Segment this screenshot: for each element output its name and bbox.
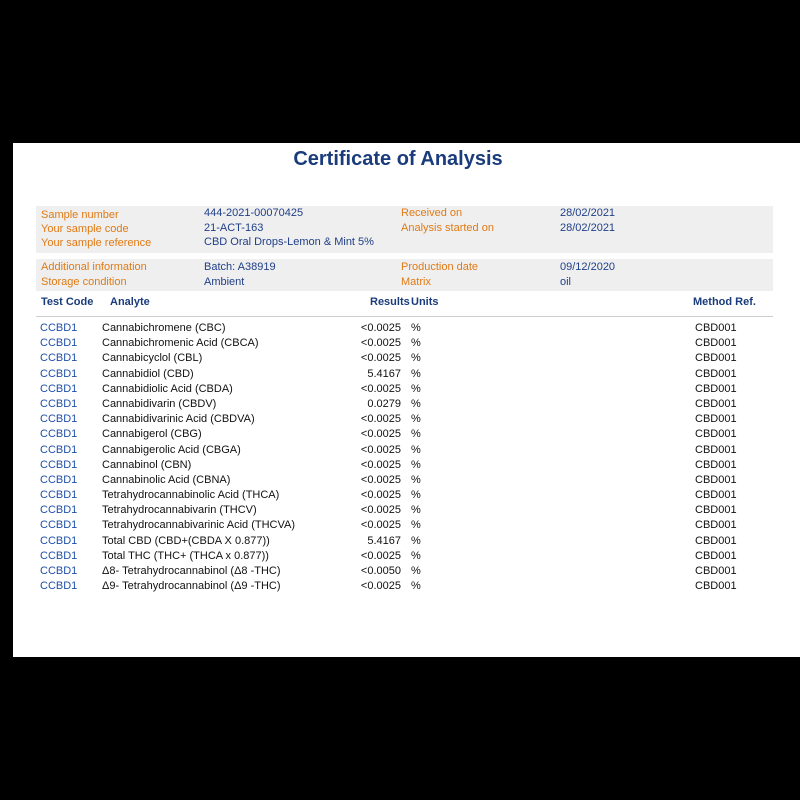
table-row bbox=[13, 565, 800, 580]
method-cell: CBD001 bbox=[695, 322, 737, 334]
result-cell: <0.0025 bbox=[360, 504, 401, 517]
page-title: Certificate of Analysis bbox=[293, 148, 503, 170]
unit-cell: % bbox=[411, 367, 421, 380]
analyte-cell: Tetrahydrocannabivarinic Acid (THCVA) bbox=[102, 519, 295, 532]
test-code-cell: CCBD1 bbox=[40, 534, 78, 547]
analysis-started-value: 28/02/2021 bbox=[560, 222, 616, 234]
test-code-cell: CCBD1 bbox=[40, 504, 78, 517]
unit-cell: % bbox=[411, 322, 421, 334]
result-cell: <0.0025 bbox=[360, 352, 401, 365]
certificate-page bbox=[13, 143, 800, 657]
test-code-cell: CCBD1 bbox=[40, 337, 78, 350]
method-cell: CBD001 bbox=[695, 473, 737, 486]
sample-number-value: 444-2021-00070425 bbox=[204, 207, 304, 219]
sample-code-label: Your sample code bbox=[41, 223, 129, 235]
result-cell: <0.0025 bbox=[360, 443, 401, 456]
result-cell: <0.0025 bbox=[360, 337, 401, 350]
table-row bbox=[13, 519, 800, 534]
result-cell: 0.0279 bbox=[367, 397, 401, 410]
method-cell: CBD001 bbox=[695, 367, 737, 380]
analyte-cell: Total THC (THC+ (THCA x 0.877)) bbox=[102, 549, 269, 562]
unit-cell: % bbox=[411, 443, 421, 456]
method-cell: CBD001 bbox=[695, 397, 737, 410]
unit-cell: % bbox=[411, 397, 421, 410]
method-cell: CBD001 bbox=[695, 565, 737, 577]
test-code-cell: CCBD1 bbox=[40, 428, 78, 441]
results-table bbox=[13, 322, 800, 595]
analyte-cell: Total CBD (CBD+(CBDA X 0.877)) bbox=[102, 534, 270, 547]
result-cell: 5.4167 bbox=[367, 367, 401, 380]
result-cell: <0.0025 bbox=[360, 322, 401, 334]
header-results: Results bbox=[370, 296, 410, 308]
table-row bbox=[13, 413, 800, 428]
table-row bbox=[13, 474, 800, 489]
unit-cell: % bbox=[411, 565, 421, 577]
unit-cell: % bbox=[411, 534, 421, 547]
unit-cell: % bbox=[411, 458, 421, 471]
table-row bbox=[13, 580, 800, 595]
table-row bbox=[13, 398, 800, 413]
received-on-value: 28/02/2021 bbox=[560, 207, 616, 219]
analyte-cell: Δ9- Tetrahydrocannabinol (Δ9 -THC) bbox=[102, 580, 281, 593]
table-row bbox=[13, 459, 800, 474]
test-code-cell: CCBD1 bbox=[40, 443, 78, 456]
table-row bbox=[13, 337, 800, 352]
analyte-cell: Cannabicyclol (CBL) bbox=[102, 352, 203, 365]
test-code-cell: CCBD1 bbox=[40, 489, 78, 502]
received-on-label: Received on bbox=[401, 207, 463, 219]
method-cell: CBD001 bbox=[695, 337, 737, 350]
analyte-cell: Cannabidiolic Acid (CBDA) bbox=[102, 382, 233, 395]
unit-cell: % bbox=[411, 413, 421, 426]
matrix-value: oil bbox=[560, 276, 572, 288]
analyte-cell: Δ8- Tetrahydrocannabinol (Δ8 -THC) bbox=[102, 565, 281, 577]
test-code-cell: CCBD1 bbox=[40, 397, 78, 410]
method-cell: CBD001 bbox=[695, 504, 737, 517]
analyte-cell: Cannabichromenic Acid (CBCA) bbox=[102, 337, 259, 350]
method-cell: CBD001 bbox=[695, 352, 737, 365]
test-code-cell: CCBD1 bbox=[40, 580, 78, 593]
unit-cell: % bbox=[411, 580, 421, 593]
unit-cell: % bbox=[411, 337, 421, 350]
analysis-started-label: Analysis started on bbox=[401, 222, 494, 234]
analyte-cell: Cannabidivarin (CBDV) bbox=[102, 397, 217, 410]
unit-cell: % bbox=[411, 473, 421, 486]
test-code-cell: CCBD1 bbox=[40, 322, 78, 334]
method-cell: CBD001 bbox=[695, 549, 737, 562]
method-cell: CBD001 bbox=[695, 428, 737, 441]
result-cell: <0.0025 bbox=[360, 413, 401, 426]
sample-number-label: Sample number bbox=[41, 209, 119, 221]
method-cell: CBD001 bbox=[695, 458, 737, 471]
result-cell: <0.0025 bbox=[360, 549, 401, 562]
production-date-value: 09/12/2020 bbox=[560, 261, 616, 273]
table-row bbox=[13, 444, 800, 459]
table-row bbox=[13, 489, 800, 504]
analyte-cell: Cannabinolic Acid (CBNA) bbox=[102, 473, 231, 486]
table-row bbox=[13, 383, 800, 398]
unit-cell: % bbox=[411, 428, 421, 441]
test-code-cell: CCBD1 bbox=[40, 367, 78, 380]
test-code-cell: CCBD1 bbox=[40, 413, 78, 426]
test-code-cell: CCBD1 bbox=[40, 352, 78, 365]
method-cell: CBD001 bbox=[695, 443, 737, 456]
additional-info-label: Additional information bbox=[41, 261, 147, 273]
unit-cell: % bbox=[411, 352, 421, 365]
table-row bbox=[13, 428, 800, 443]
result-cell: <0.0025 bbox=[360, 489, 401, 502]
header-method: Method Ref. bbox=[693, 296, 756, 308]
result-cell: <0.0025 bbox=[360, 458, 401, 471]
analyte-cell: Cannabidivarinic Acid (CBDVA) bbox=[102, 413, 255, 426]
test-code-cell: CCBD1 bbox=[40, 565, 78, 577]
storage-condition-value: Ambient bbox=[204, 276, 245, 288]
analyte-cell: Cannabichromene (CBC) bbox=[102, 322, 226, 334]
unit-cell: % bbox=[411, 382, 421, 395]
storage-condition-label: Storage condition bbox=[41, 276, 127, 288]
analyte-cell: Cannabigerol (CBG) bbox=[102, 428, 202, 441]
test-code-cell: CCBD1 bbox=[40, 382, 78, 395]
test-code-cell: CCBD1 bbox=[40, 458, 78, 471]
header-units: Units bbox=[411, 296, 439, 308]
analyte-cell: Cannabidiol (CBD) bbox=[102, 367, 194, 380]
production-date-label: Production date bbox=[401, 261, 479, 273]
table-row bbox=[13, 535, 800, 550]
unit-cell: % bbox=[411, 519, 421, 532]
result-cell: <0.0025 bbox=[360, 382, 401, 395]
header-test-code: Test Code bbox=[41, 296, 94, 308]
additional-info-panel bbox=[36, 259, 773, 291]
sample-reference-label: Your sample reference bbox=[41, 237, 152, 249]
sample-reference-value: CBD Oral Drops-Lemon & Mint 5% bbox=[204, 236, 374, 248]
additional-info-value: Batch: A38919 bbox=[204, 261, 276, 273]
result-cell: <0.0025 bbox=[360, 473, 401, 486]
analyte-cell: Cannabinol (CBN) bbox=[102, 458, 192, 471]
table-row bbox=[13, 368, 800, 383]
test-code-cell: CCBD1 bbox=[40, 549, 78, 562]
test-code-cell: CCBD1 bbox=[40, 473, 78, 486]
analyte-cell: Tetrahydrocannabinolic Acid (THCA) bbox=[102, 489, 280, 502]
unit-cell: % bbox=[411, 504, 421, 517]
result-cell: <0.0050 bbox=[360, 565, 401, 577]
analyte-cell: Tetrahydrocannabivarin (THCV) bbox=[102, 504, 257, 517]
method-cell: CBD001 bbox=[695, 580, 737, 593]
table-row bbox=[13, 504, 800, 519]
unit-cell: % bbox=[411, 549, 421, 562]
sample-info-panel bbox=[36, 206, 773, 253]
table-row bbox=[13, 352, 800, 367]
header-analyte: Analyte bbox=[110, 296, 150, 308]
unit-cell: % bbox=[411, 489, 421, 502]
sample-code-value: 21-ACT-163 bbox=[204, 222, 264, 234]
test-code-cell: CCBD1 bbox=[40, 519, 78, 532]
result-cell: <0.0025 bbox=[360, 580, 401, 593]
header-divider bbox=[36, 316, 773, 317]
result-cell: <0.0025 bbox=[360, 428, 401, 441]
method-cell: CBD001 bbox=[695, 413, 737, 426]
table-row bbox=[13, 322, 800, 337]
analyte-cell: Cannabigerolic Acid (CBGA) bbox=[102, 443, 241, 456]
result-cell: <0.0025 bbox=[360, 519, 401, 532]
table-row bbox=[13, 550, 800, 565]
method-cell: CBD001 bbox=[695, 534, 737, 547]
method-cell: CBD001 bbox=[695, 382, 737, 395]
result-cell: 5.4167 bbox=[367, 534, 401, 547]
matrix-label: Matrix bbox=[401, 276, 431, 288]
method-cell: CBD001 bbox=[695, 489, 737, 502]
method-cell: CBD001 bbox=[695, 519, 737, 532]
